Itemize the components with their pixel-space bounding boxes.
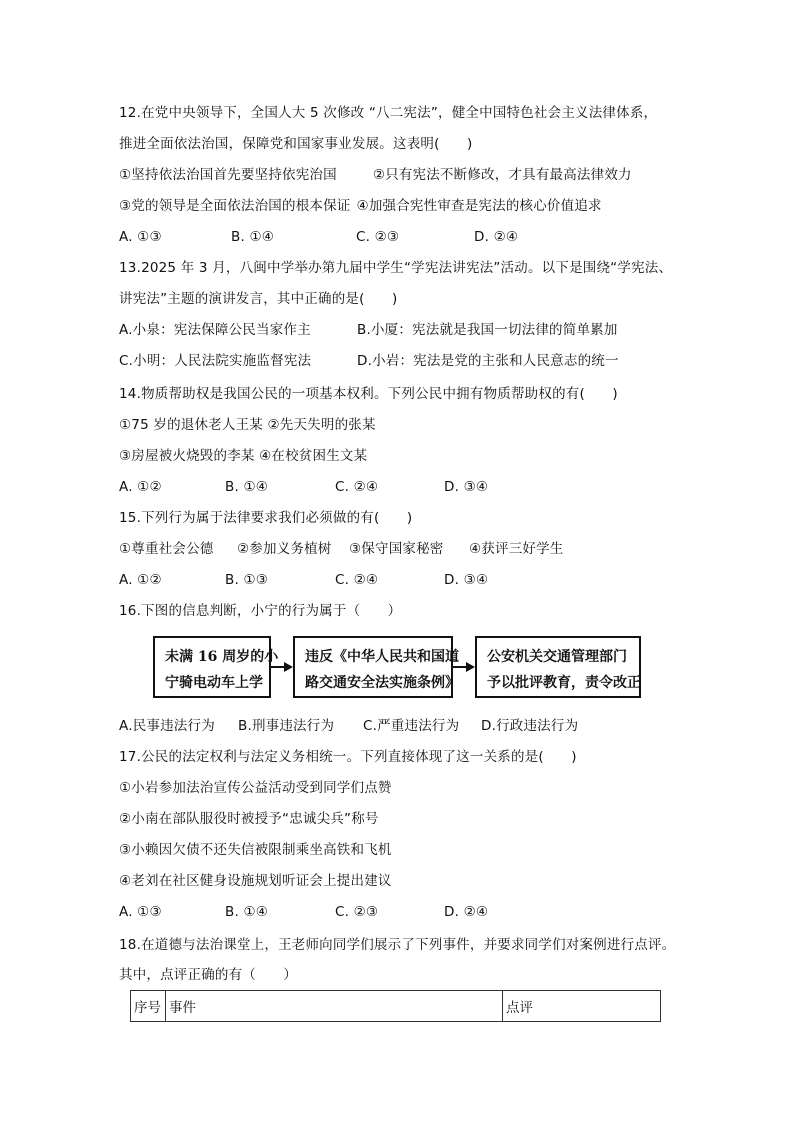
q16-choice-d[interactable]: D.行政违法行为 [481, 718, 579, 734]
q16-flow-box-1-line2: 宁骑电动车上学 [165, 675, 263, 691]
q17-option-3: ③小赖因欠债不还失信被限制乘坐高铁和飞机 [119, 842, 392, 858]
q18-table [130, 990, 661, 1022]
q15-choice-c[interactable]: C. ②④ [335, 572, 379, 588]
q12-choice-c[interactable]: C. ②③ [356, 229, 400, 245]
q16-flow-diagram [153, 636, 641, 702]
q12-stem-line1: 12.在党中央领导下，全国人大 5 次修改 “八二宪法”，健全中国特色社会主义法律体系， [119, 105, 658, 121]
q14-stem: 14.物质帮助权是我国公民的一项基本权利。下列公民中拥有物质帮助权的有( ) [119, 386, 618, 402]
q13-stem-line2: 讲宪法”主题的演讲发言，其中正确的是( ) [119, 291, 398, 307]
q16-flow-box-1 [153, 636, 279, 698]
q15-option-2: ②参加义务植树 [237, 541, 332, 557]
q17-choice-d[interactable]: D. ②④ [444, 904, 489, 920]
q12-option-2: ②只有宪法不断修改，才具有最高法律效力 [372, 167, 632, 183]
q18-table-header-comment: 点评 [503, 991, 661, 1022]
q14-options-row1: ①75 岁的退休老人王某 ②先天失明的张某 [119, 417, 376, 433]
q15-stem: 15.下列行为属于法律要求我们必须做的有( ) [119, 510, 413, 526]
q15-option-3: ③保守国家秘密 [349, 541, 444, 557]
q15-choices [119, 571, 488, 589]
q17-option-2: ②小南在部队服役时被授予“忠诚尖兵”称号 [119, 811, 379, 827]
q17-option-1: ①小岩参加法治宣传公益活动受到同学们点赞 [119, 780, 392, 796]
q15-choice-b[interactable]: B. ①③ [225, 572, 269, 588]
q13-choice-a[interactable]: A.小泉：宪法保障公民当家作主 [119, 322, 311, 338]
q12-choice-a[interactable]: A. ①③ [119, 229, 162, 245]
arrow-right-icon [453, 662, 475, 672]
q16-choice-a[interactable]: A.民事违法行为 [119, 718, 215, 734]
q12-choices [119, 228, 518, 246]
q13-choice-b[interactable]: B.小厦：宪法就是我国一切法律的简单累加 [357, 322, 618, 338]
q16-flow-box-2 [293, 636, 459, 698]
q15-choice-a[interactable]: A. ①② [119, 572, 162, 588]
q17-choice-a[interactable]: A. ①③ [119, 904, 162, 920]
q17-choice-b[interactable]: B. ①④ [225, 904, 269, 920]
q12-choice-d[interactable]: D. ②④ [474, 229, 519, 245]
q17-stem: 17.公民的法定权利与法定义务相统一。下列直接体现了这一关系的是( ) [119, 749, 577, 765]
q15-option-4: ④获评三好学生 [469, 541, 564, 557]
q18-table-header-event: 事件 [166, 991, 503, 1022]
q13-choices-row2 [119, 352, 619, 370]
q12-option-3: ③党的领导是全面依法治国的根本保证 [119, 198, 351, 214]
q12-options-row1 [119, 166, 632, 184]
q17-choices [119, 903, 488, 921]
q16-flow-box-2-line2: 路交通安全法实施条例》 [305, 675, 459, 691]
q15-choice-d[interactable]: D. ③④ [444, 572, 489, 588]
q12-options-row2 [119, 197, 602, 215]
q15-options [119, 540, 564, 558]
q16-flow-box-1-line1: 未满 16 周岁的小 [165, 649, 279, 665]
table-row [131, 991, 661, 1022]
q18-stem-line2: 其中，点评正确的有（ ） [119, 967, 298, 983]
q16-stem: 16.下图的信息判断，小宁的行为属于（ ） [119, 603, 402, 619]
q12-option-4: ④加强合宪性审查是宪法的核心价值追求 [356, 198, 602, 214]
q12-stem-line2: 推进全面依法治国，保障党和国家事业发展。这表明( ) [119, 136, 473, 152]
q16-flow-box-3-line1: 公安机关交通管理部门 [487, 649, 627, 665]
q16-choice-c[interactable]: C.严重违法行为 [363, 718, 460, 734]
q13-choices-row1 [119, 321, 618, 339]
q14-choices [119, 478, 488, 496]
q14-choice-b[interactable]: B. ①④ [225, 479, 269, 495]
q16-choice-b[interactable]: B.刑事违法行为 [238, 718, 335, 734]
q18-stem-line1: 18.在道德与法治课堂上，王老师向同学们展示了下列事件，并要求同学们对案例进行点评。 [119, 937, 676, 953]
q17-choice-c[interactable]: C. ②③ [335, 904, 379, 920]
q16-flow-box-3 [475, 636, 641, 698]
q12-option-1: ①坚持依法治国首先要坚持依宪治国 [119, 167, 337, 183]
q14-choice-c[interactable]: C. ②④ [335, 479, 379, 495]
q14-options-row2: ③房屋被火烧毁的李某 ④在校贫困生文某 [119, 448, 368, 464]
q16-flow-box-3-line2: 予以批评教育，责令改正 [487, 675, 641, 691]
q13-choice-d[interactable]: D.小岩：宪法是党的主张和人民意志的统一 [357, 353, 619, 369]
q16-flow-box-2-line1: 违反《中华人民共和国道 [305, 649, 459, 665]
q16-choices [119, 717, 578, 735]
q13-stem-line1: 13.2025 年 3 月，八闽中学举办第九届中学生“学宪法讲宪法”活动。以下是围绕“学宪法、 [119, 260, 673, 276]
q17-option-4: ④老刘在社区健身设施规划听证会上提出建议 [119, 873, 392, 889]
q15-option-1: ①尊重社会公德 [119, 541, 214, 557]
q12-choice-b[interactable]: B. ①④ [231, 229, 275, 245]
q18-table-header-index: 序号 [131, 991, 166, 1022]
q14-choice-a[interactable]: A. ①② [119, 479, 162, 495]
arrow-right-icon [271, 662, 293, 672]
q13-choice-c[interactable]: C.小明：人民法院实施监督宪法 [119, 353, 312, 369]
q14-choice-d[interactable]: D. ③④ [444, 479, 489, 495]
